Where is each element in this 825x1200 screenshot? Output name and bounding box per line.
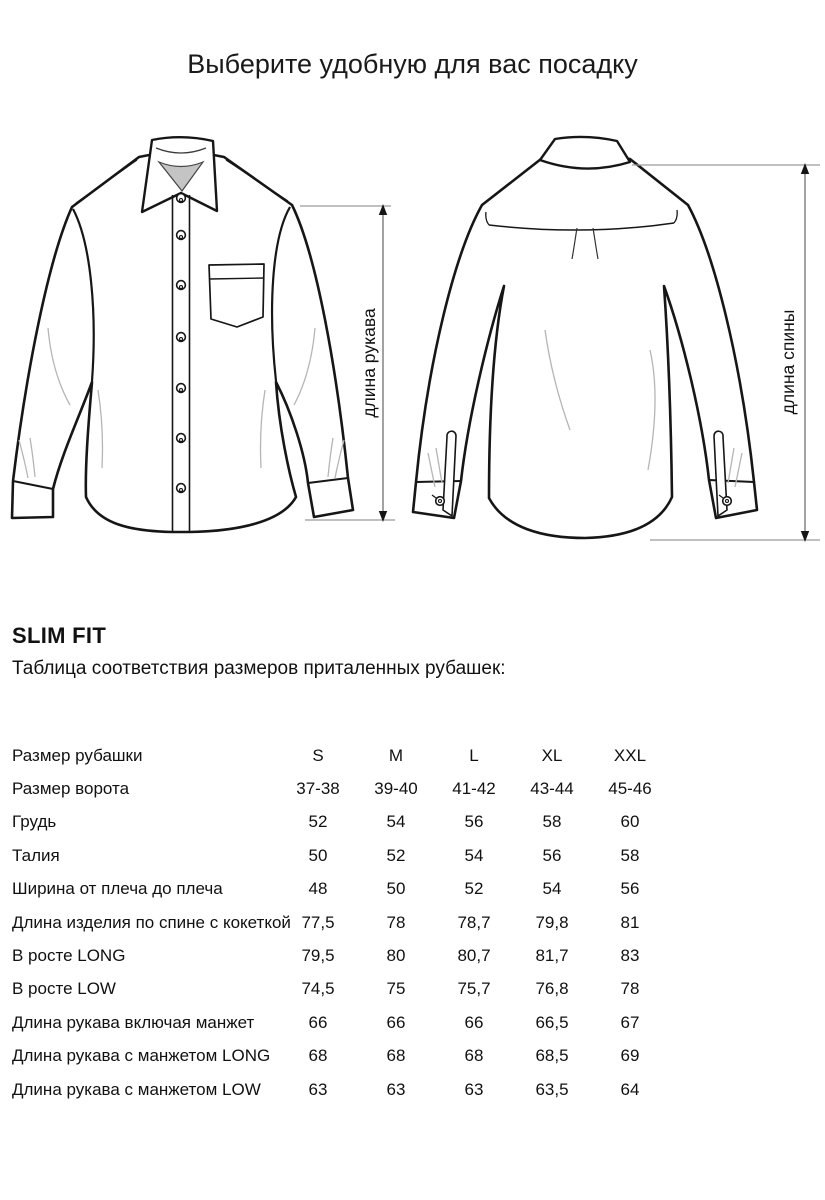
table-row [12, 772, 669, 805]
size-table [12, 739, 669, 1106]
value-cell: 37-38 [296, 779, 340, 799]
table-row [12, 873, 669, 906]
value-cell: 52 [464, 879, 484, 899]
value-cell: 60 [620, 812, 640, 832]
value-cell: 50 [386, 879, 406, 899]
row-label: Длина рукава с манжетом LONG [12, 1046, 271, 1066]
value-cell: 76,8 [535, 979, 569, 999]
value-cell: 41-42 [452, 779, 496, 799]
size-cell: XL [541, 745, 563, 765]
sleeve-length-label: длина рукава [359, 308, 379, 418]
value-cell: 79,5 [301, 946, 335, 966]
value-cell: 56 [620, 879, 640, 899]
value-cell: 83 [620, 946, 640, 966]
value-cell: 63 [308, 1079, 328, 1099]
size-cell: L [469, 745, 479, 765]
section-subtitle: Таблица соответствия размеров приталенных рубашек: [12, 658, 506, 679]
table-row [12, 1040, 669, 1073]
row-label: Талия [12, 845, 60, 865]
table-row [12, 839, 669, 872]
value-cell: 78 [386, 912, 406, 932]
table-row [12, 973, 669, 1006]
value-cell: 58 [542, 812, 562, 832]
value-cell: 75 [386, 979, 406, 999]
value-cell: 56 [464, 812, 484, 832]
value-cell: 66 [464, 1012, 484, 1032]
row-label: Ширина от плеча до плеча [12, 879, 223, 899]
section-heading: SLIM FIT [12, 623, 107, 648]
shirt-back-drawing [413, 137, 757, 538]
value-cell: 50 [308, 845, 328, 865]
value-cell: 68,5 [535, 1046, 569, 1066]
value-cell: 64 [620, 1079, 640, 1099]
value-cell: 68 [464, 1046, 484, 1066]
value-cell: 48 [308, 879, 328, 899]
value-cell: 78,7 [457, 912, 491, 932]
pocket-hem-line [209, 278, 264, 279]
size-cell: S [312, 745, 324, 765]
back-body-outline [413, 155, 757, 539]
value-cell: 79,8 [535, 912, 569, 932]
value-cell: 58 [620, 845, 640, 865]
back-collar [540, 137, 630, 169]
value-cell: 39-40 [374, 779, 418, 799]
table-row [12, 939, 669, 972]
shirt-front-drawing [12, 137, 353, 532]
value-cell: 45-46 [608, 779, 652, 799]
chest-pocket [209, 264, 264, 327]
value-cell: 80 [386, 946, 406, 966]
shirt-diagrams [0, 128, 825, 573]
value-cell: 80,7 [457, 946, 491, 966]
value-cell: 56 [542, 845, 562, 865]
value-cell: 81,7 [535, 946, 569, 966]
value-cell: 68 [308, 1046, 328, 1066]
value-cell: 66,5 [535, 1012, 569, 1032]
value-cell: 52 [386, 845, 406, 865]
value-cell: 54 [386, 812, 406, 832]
table-row [12, 1073, 669, 1106]
value-cell: 69 [620, 1046, 640, 1066]
value-cell: 63,5 [535, 1079, 569, 1099]
row-label: Размер рубашки [12, 745, 143, 765]
value-cell: 81 [620, 912, 640, 932]
table-row [12, 1006, 669, 1039]
value-cell: 66 [308, 1012, 328, 1032]
table-row [12, 739, 669, 772]
value-cell: 43-44 [530, 779, 574, 799]
row-label: Длина рукава с манжетом LOW [12, 1079, 261, 1099]
value-cell: 78 [620, 979, 640, 999]
size-cell: M [388, 745, 404, 765]
row-label: В росте LOW [12, 979, 116, 999]
row-label: Длина изделия по спине с кокеткой [12, 912, 291, 932]
value-cell: 52 [308, 812, 328, 832]
value-cell: 63 [386, 1079, 406, 1099]
value-cell: 77,5 [301, 912, 335, 932]
front-body-outline [12, 153, 353, 533]
size-cell: XXL [613, 745, 647, 765]
row-label: Длина рукава включая манжет [12, 1012, 255, 1032]
value-cell: 54 [542, 879, 562, 899]
value-cell: 66 [386, 1012, 406, 1032]
row-label: Размер ворота [12, 779, 130, 799]
row-label: Грудь [12, 812, 57, 832]
value-cell: 67 [620, 1012, 640, 1032]
table-row [12, 806, 669, 839]
page-title: Выберите удобную для вас посадку [187, 49, 638, 79]
value-cell: 68 [386, 1046, 406, 1066]
row-label: В росте LONG [12, 946, 126, 966]
back-length-label: длина спины [778, 309, 798, 415]
value-cell: 74,5 [301, 979, 335, 999]
value-cell: 54 [464, 845, 484, 865]
value-cell: 63 [464, 1079, 484, 1099]
value-cell: 75,7 [457, 979, 491, 999]
table-row [12, 906, 669, 939]
